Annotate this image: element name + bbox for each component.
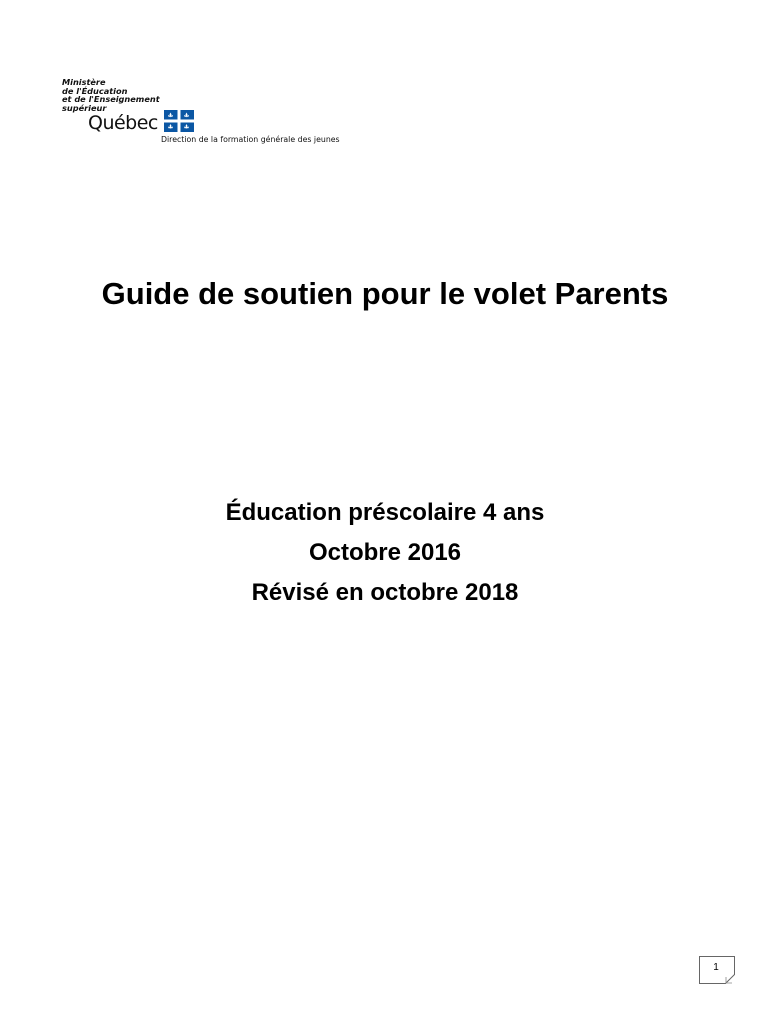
document-title: Guide de soutien pour le volet Parents — [101, 276, 669, 311]
document-subtitles — [0, 495, 770, 615]
page-number: 1 — [713, 962, 719, 973]
ministry-line: et de l'Enseignement — [62, 94, 160, 105]
page-number-box — [699, 956, 735, 984]
ministry-logo — [62, 78, 342, 150]
quebec-flag-icon — [164, 110, 194, 132]
direction-name: Direction de la formation générale des jeunes — [161, 135, 340, 144]
ministry-line: de l'Éducation — [62, 85, 128, 96]
subtitle-date: Octobre 2016 — [308, 539, 462, 566]
ministry-name — [62, 78, 160, 112]
subtitle-revision: Révisé en octobre 2018 — [251, 579, 519, 606]
ministry-line: Ministère — [62, 77, 106, 87]
ministry-line: supérieur — [62, 102, 107, 113]
quebec-wordmark: Québec — [88, 112, 158, 134]
subtitle-level: Éducation préscolaire 4 ans — [225, 499, 545, 526]
page-fold-icon — [725, 974, 735, 984]
